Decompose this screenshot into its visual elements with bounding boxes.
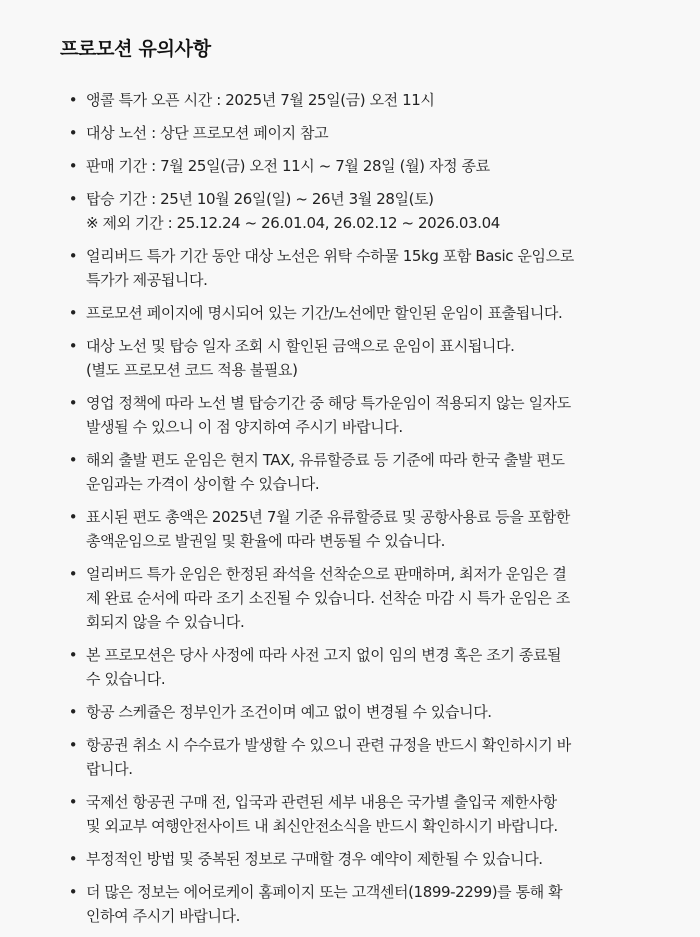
notice-item-text: (별도 프로모션 코드 적용 불필요): [86, 361, 298, 379]
notice-item-text: 운임과는 가격이 상이할 수 있습니다.: [86, 475, 320, 493]
notice-item-text: 수 있습니다.: [86, 670, 166, 688]
bullet-icon: •: [68, 793, 78, 811]
bullet-icon: •: [68, 646, 78, 664]
notice-item-text: 프로모션 페이지에 명시되어 있는 기간/노선에만 할인된 운임이 표출됩니다.: [86, 304, 563, 322]
notice-item-text: 부정적인 방법 및 중복된 정보로 구매할 경우 예약이 제한될 수 있습니다.: [86, 850, 543, 868]
bullet-icon: •: [68, 91, 78, 109]
bullet-icon: •: [68, 304, 78, 322]
notice-item: [64, 448, 644, 496]
notice-item: [64, 847, 644, 871]
bullet-icon: •: [68, 190, 78, 208]
notice-item-text: 국제선 항공권 구매 전, 입국과 관련된 세부 내용은 국가별 출입국 제한사항: [86, 793, 557, 811]
notice-item-text: 랍니다.: [86, 760, 133, 778]
bullet-icon: •: [68, 394, 78, 412]
bullet-icon: •: [68, 157, 78, 175]
notice-item-text: 영업 정책에 따라 노선 별 탑승기간 중 해당 특가운임이 적용되지 않는 일자도: [86, 394, 571, 412]
bullet-icon: •: [68, 247, 78, 265]
bullet-icon: •: [68, 508, 78, 526]
notice-item-text: 해외 출발 편도 운임은 현지 TAX, 유류할증료 등 기준에 따라 한국 출발 편도: [86, 451, 565, 469]
page-title: 프로모션 유의사항: [60, 38, 211, 60]
notice-item-text: 제 완료 순서에 따라 조기 소진될 수 있습니다. 선착순 마감 시 특가 운임은 조: [86, 589, 570, 607]
bullet-icon: •: [68, 451, 78, 469]
notice-item-text: 앵콜 특가 오픈 시간 : 2025년 7월 25일(금) 오전 11시: [86, 91, 435, 109]
notice-item: [64, 391, 644, 439]
bullet-icon: •: [68, 565, 78, 583]
bullet-icon: •: [68, 337, 78, 355]
notice-item-text: 특가가 제공됩니다.: [86, 271, 208, 289]
bullet-icon: •: [68, 850, 78, 868]
notice-item-text: 총액운임으로 발권일 및 환율에 따라 변동될 수 있습니다.: [86, 532, 446, 550]
bullet-icon: •: [68, 703, 78, 721]
notice-item-text: 얼리버드 특가 기간 동안 대상 노선은 위탁 수하물 15kg 포함 Basic 운임으로: [86, 247, 574, 265]
bullet-icon: •: [68, 883, 78, 901]
notice-item-text: 회되지 않을 수 있습니다.: [86, 613, 245, 631]
notice-item: [64, 562, 644, 634]
notice-item-text: 탑승 기간 : 25년 10월 26일(일) ~ 26년 3월 28일(토): [86, 190, 434, 208]
notice-item-text: 항공 스케쥴은 정부인가 조건이며 예고 없이 변경될 수 있습니다.: [86, 703, 492, 721]
notice-item-text: 항공권 취소 시 수수료가 발생할 수 있으니 관련 규정을 반드시 확인하시기 바: [86, 736, 571, 754]
notice-item-text: 더 많은 정보는 에어로케이 홈페이지 또는 고객센터(1899-2299)를 통해 확: [86, 883, 563, 901]
notice-item-text: 표시된 편도 총액은 2025년 7월 기준 유류할증료 및 공항사용료 등을 포함한: [86, 508, 570, 526]
notice-item-text: 본 프로모션은 당사 사정에 따라 사전 고지 없이 임의 변경 혹은 조기 종료될: [86, 646, 562, 664]
notice-item: [64, 880, 644, 928]
bullet-icon: •: [68, 124, 78, 142]
notice-item: [64, 187, 644, 235]
notice-item: [64, 643, 644, 691]
notice-item: [64, 121, 644, 145]
notice-item: [64, 154, 644, 178]
notice-item: [64, 334, 644, 382]
notice-item-text: 대상 노선 및 탑승 일자 조회 시 할인된 금액으로 운임이 표시됩니다.: [86, 337, 515, 355]
notice-item-text: 인하여 주시기 바랍니다.: [86, 907, 241, 925]
notice-item: [64, 733, 644, 781]
notice-item-text: 얼리버드 특가 운임은 한정된 좌석을 선착순으로 판매하며, 최저가 운임은 결: [86, 565, 567, 583]
bullet-icon: •: [68, 736, 78, 754]
notice-item: [64, 505, 644, 553]
notice-item: [64, 88, 644, 112]
notice-list: [64, 88, 644, 937]
notice-item: [64, 700, 644, 724]
notice-item-text: 대상 노선 : 상단 프로모션 페이지 참고: [86, 124, 329, 142]
notice-item-text: 판매 기간 : 7월 25일(금) 오전 11시 ~ 7월 28일 (월) 자정 종료: [86, 157, 490, 175]
notice-item-text: ※ 제외 기간 : 25.12.24 ~ 26.01.04, 26.02.12 ~ 2026.03.04: [86, 214, 500, 232]
notice-item-text: 및 외교부 여행안전사이트 내 최신안전소식을 반드시 확인하시기 바랍니다.: [86, 817, 558, 835]
notice-item: [64, 244, 644, 292]
notice-item: [64, 301, 644, 325]
notice-item-text: 발생될 수 있으니 이 점 양지하여 주시기 바랍니다.: [86, 418, 403, 436]
notice-item: [64, 790, 644, 838]
